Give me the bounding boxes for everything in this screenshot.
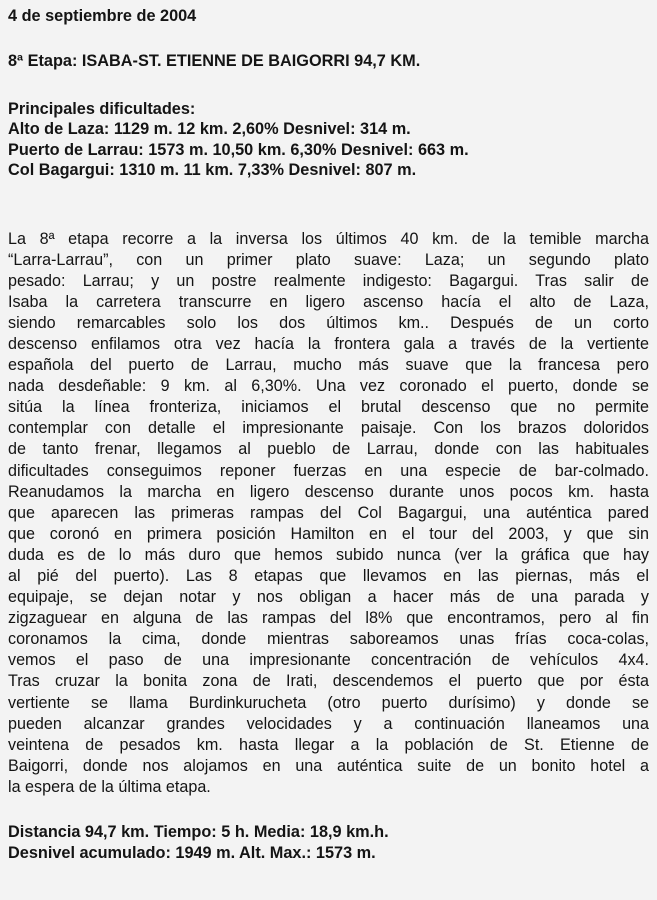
stage-narrative	[8, 229, 649, 799]
narrative-line: al pié del puerto). Las 8 etapas que llevamos en las piernas, más el	[8, 567, 649, 585]
difficulty-item: Alto de Laza: 1129 m. 12 km. 2,60% Desnivel: 314 m.	[8, 120, 411, 138]
narrative-line: Reanudamos la marcha en ligero descenso durante unos pocos km. hasta	[8, 482, 649, 501]
narrative-line: Baigorri, donde nos alojamos en una auténtica suite de un bonito hotel a	[8, 756, 649, 775]
narrative-line: vemos el paso de una impresionante concentración de vehículos 4x4.	[8, 651, 649, 670]
narrative-line: vertiente se llama Burdinkurucheta (otro puerto durísimo) y donde se	[8, 693, 649, 712]
summary-distance-time: Distancia 94,7 km. Tiempo: 5 h. Media: 18,9 km.h.	[8, 823, 389, 842]
narrative-line: siendo remarcables solo los dos últimos km.. Después de un corto	[8, 313, 649, 332]
narrative-line: española del puerto de Larrau, mucho más suave que la francesa pero	[8, 356, 649, 375]
narrative-line: que aparecen las primeras rampas del Col Bagargui, una auténtica pared	[8, 503, 649, 522]
narrative-line: la espera de la última etapa.	[8, 777, 211, 796]
document-date: 4 de septiembre de 2004	[8, 7, 197, 25]
narrative-line: pesado: Larrau; y un postre realmente indigesto: Bagargui. Tras salir de	[8, 271, 649, 290]
narrative-line: coronamos la cima, donde mientras saboreamos unas frías coca-colas,	[8, 630, 649, 649]
narrative-line: La 8ª etapa recorre a la inversa los últimos 40 km. de la temible marcha	[8, 229, 649, 248]
narrative-line: zigzaguear en alguna de las rampas del l8% que encontramos, pero al fin	[8, 609, 649, 628]
difficulties-section	[8, 99, 649, 181]
narrative-line: sitúa la línea fronteriza, iniciamos el brutal descenso que no permite	[8, 398, 649, 417]
narrative-line: duda es de lo más duro que hemos subido nunca (ver la gráfica que hay	[8, 545, 649, 564]
difficulty-item: Col Bagargui: 1310 m. 11 km. 7,33% Desnivel: 807 m.	[8, 161, 417, 179]
summary-elevation: Desnivel acumulado: 1949 m. Alt. Max.: 1573 m.	[8, 843, 376, 862]
narrative-line: “Larra-Larrau”, con un primer plato suave: Laza; un segundo plato	[8, 250, 649, 269]
narrative-line: contemplar con detalle el impresionante paisaje. Con los brazos doloridos	[8, 419, 649, 438]
narrative-line: nada desdeñable: 9 km. al 6,30%. Una vez coronado el puerto, donde se	[8, 377, 649, 396]
narrative-line: dificultades conseguimos reponer fuerzas en una especie de bar-colmado.	[8, 461, 649, 480]
difficulties-heading: Principales dificultades:	[8, 100, 196, 118]
narrative-line: pueden alcanzar grandes velocidades y a continuación llaneamos una	[8, 714, 649, 733]
stage-summary	[8, 822, 649, 863]
narrative-line: de tanto frenar, llegamos al pueblo de Larrau, donde con las habituales	[8, 440, 649, 459]
narrative-line: que coronó en primera posición Hamilton en el tour del 2003, y que sin	[8, 524, 649, 543]
narrative-line: Isaba la carretera transcurre en ligero ascenso hacía el alto de Laza,	[8, 292, 649, 311]
narrative-line: Tras cruzar la bonita zona de Irati, descendemos el puerto que por ésta	[8, 672, 649, 691]
narrative-line: equipaje, se dejan notar y nos obligan a hacer más de una parada y	[8, 588, 649, 607]
difficulty-item: Puerto de Larrau: 1573 m. 10,50 km. 6,30% Desnivel: 663 m.	[8, 140, 469, 159]
narrative-line: veintena de pesados km. hasta llegar a la población de St. Etienne de	[8, 735, 649, 754]
narrative-line: descenso enfilamos otra vez hacía la frontera gala a través de la vertiente	[8, 334, 649, 353]
stage-title: 8ª Etapa: ISABA-ST. ETIENNE DE BAIGORRI 94,7 KM.	[8, 52, 421, 70]
